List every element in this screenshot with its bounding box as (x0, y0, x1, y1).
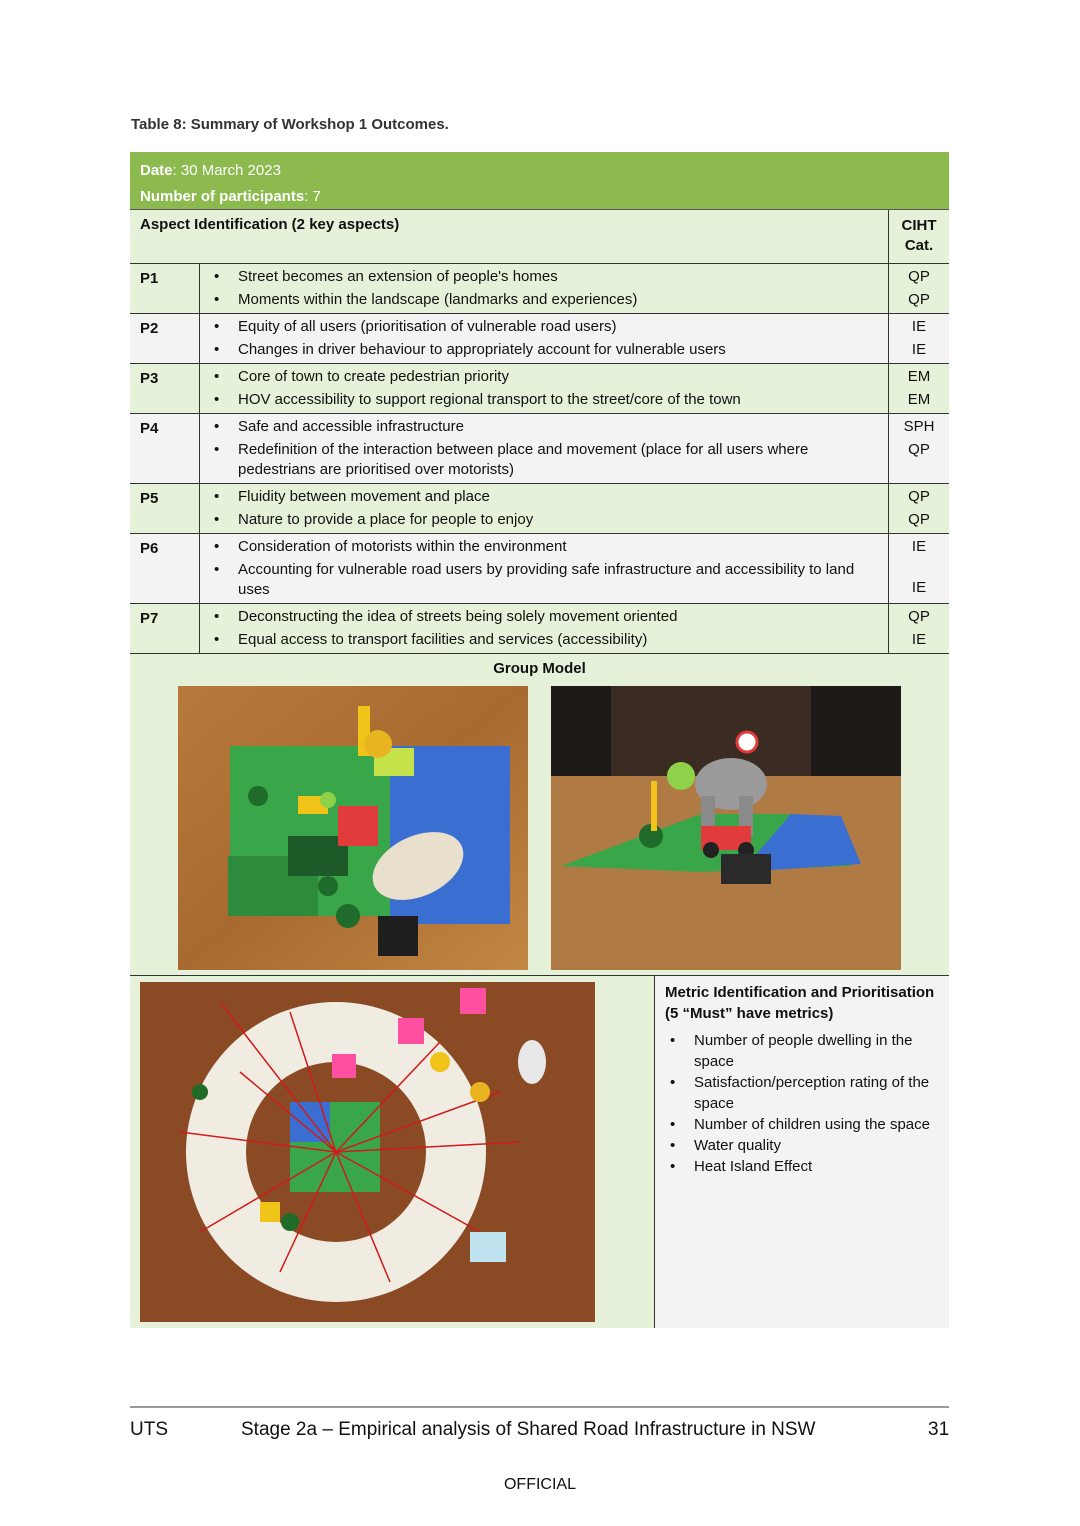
cat-value: IE (911, 318, 927, 335)
row-id: P3 (130, 364, 200, 413)
cat-value: SPH (903, 418, 935, 435)
date-label: Date (140, 162, 173, 179)
footer-title: Stage 2a – Empirical analysis of Shared Road Infrastructure in NSW (241, 1419, 816, 1440)
list-item: • Heat Island Effect (670, 1158, 813, 1175)
list-item: • Accounting for vulnerable road users by providing safe infrastructure and accessibility to land uses (214, 561, 855, 598)
table-row (130, 364, 949, 414)
cat-value: IE (911, 631, 927, 648)
list-item: • Number of children using the space (670, 1116, 930, 1133)
list-item: • Equal access to transport facilities and services (accessibility) (214, 631, 648, 648)
row-cats (889, 484, 949, 533)
aspect-header-row (130, 210, 949, 264)
list-item: • Moments within the landscape (landmarks and experiences) (214, 291, 638, 308)
row-cats (889, 364, 949, 413)
cat-value: QP (908, 608, 930, 625)
group-model-photo-topdown (178, 686, 528, 970)
classification-label: OFFICIAL (503, 1476, 576, 1493)
row-id: P2 (130, 314, 200, 363)
row-items (200, 604, 889, 653)
row-items (200, 264, 889, 313)
aspect-header-title: Aspect Identification (2 key aspects) (130, 210, 889, 263)
row-id: P5 (130, 484, 200, 533)
list-item: • Nature to provide a place for people to enjoy (214, 511, 534, 528)
row-items (200, 484, 889, 533)
participants-label: Number of participants (140, 188, 305, 205)
list-item: • Number of people dwelling in the space (670, 1032, 913, 1070)
cat-value: QP (908, 488, 930, 505)
page-number: 31 (928, 1419, 950, 1440)
footer-divider (130, 1406, 949, 1408)
group-model-section (130, 654, 949, 976)
cat-value: IE (911, 579, 927, 596)
table-row (130, 314, 949, 364)
cat-value: IE (911, 538, 927, 555)
row-id: P7 (130, 604, 200, 653)
table-row (130, 414, 949, 484)
list-item: • Consideration of motorists within the environment (214, 538, 567, 555)
cat-value: QP (908, 511, 930, 528)
list-item: • Deconstructing the idea of streets being solely movement oriented (214, 608, 678, 625)
workshop-outcomes-table (130, 152, 949, 1328)
cat-value: IE (911, 341, 927, 358)
table-caption: Table 8: Summary of Workshop 1 Outcomes. (131, 116, 449, 133)
table-row (130, 604, 949, 654)
cat-value: EM (907, 391, 931, 408)
row-cats (889, 604, 949, 653)
date-value: : 30 March 2023 (172, 162, 281, 179)
participants-value: : 7 (304, 188, 321, 205)
row-id: P1 (130, 264, 200, 313)
row-id: P6 (130, 534, 200, 603)
list-item: • Water quality (670, 1137, 781, 1154)
cat-label: Cat. (904, 237, 934, 254)
ciht-cat-header (889, 210, 949, 263)
row-cats (889, 534, 949, 603)
row-id: P4 (130, 414, 200, 483)
list-item: • Street becomes an extension of people's homes (214, 268, 558, 285)
table-row (130, 264, 949, 314)
cat-value: QP (908, 441, 930, 458)
cat-value: QP (908, 268, 930, 285)
metric-text-cell (655, 976, 949, 1328)
table-row (130, 534, 949, 604)
row-items (200, 534, 889, 603)
table-row (130, 484, 949, 534)
metric-photo-cell (130, 976, 655, 1328)
row-items (200, 364, 889, 413)
row-items (200, 414, 889, 483)
row-cats (889, 264, 949, 313)
footer-org: UTS (130, 1419, 168, 1440)
list-item: • Safe and accessible infrastructure (214, 418, 464, 435)
cat-value: QP (908, 291, 930, 308)
metric-prioritisation-photo (140, 982, 595, 1322)
list-item: • Equity of all users (prioritisation of vulnerable road users) (214, 318, 617, 335)
list-item: • Redefinition of the interaction between place and movement (place for all users where pedestrians are prioritised over motorists) (214, 441, 809, 478)
row-items (200, 314, 889, 363)
cat-value: EM (907, 368, 931, 385)
metric-row (130, 976, 949, 1328)
ciht-label: CIHT (901, 217, 937, 234)
list-item: • HOV accessibility to support regional transport to the street/core of the town (214, 391, 741, 408)
row-cats (889, 314, 949, 363)
table-header (130, 152, 949, 210)
row-cats (889, 414, 949, 483)
group-model-title: Group Model (493, 660, 586, 677)
list-item: • Changes in driver behaviour to appropriately account for vulnerable users (214, 341, 726, 358)
list-item: • Core of town to create pedestrian priority (214, 368, 509, 385)
list-item: • Satisfaction/perception rating of the space (670, 1074, 930, 1112)
metric-title: Metric Identification and Prioritisation (5 “Must” have metrics) (665, 984, 935, 1022)
list-item: • Fluidity between movement and place (214, 488, 490, 505)
group-model-photo-side (551, 686, 901, 970)
